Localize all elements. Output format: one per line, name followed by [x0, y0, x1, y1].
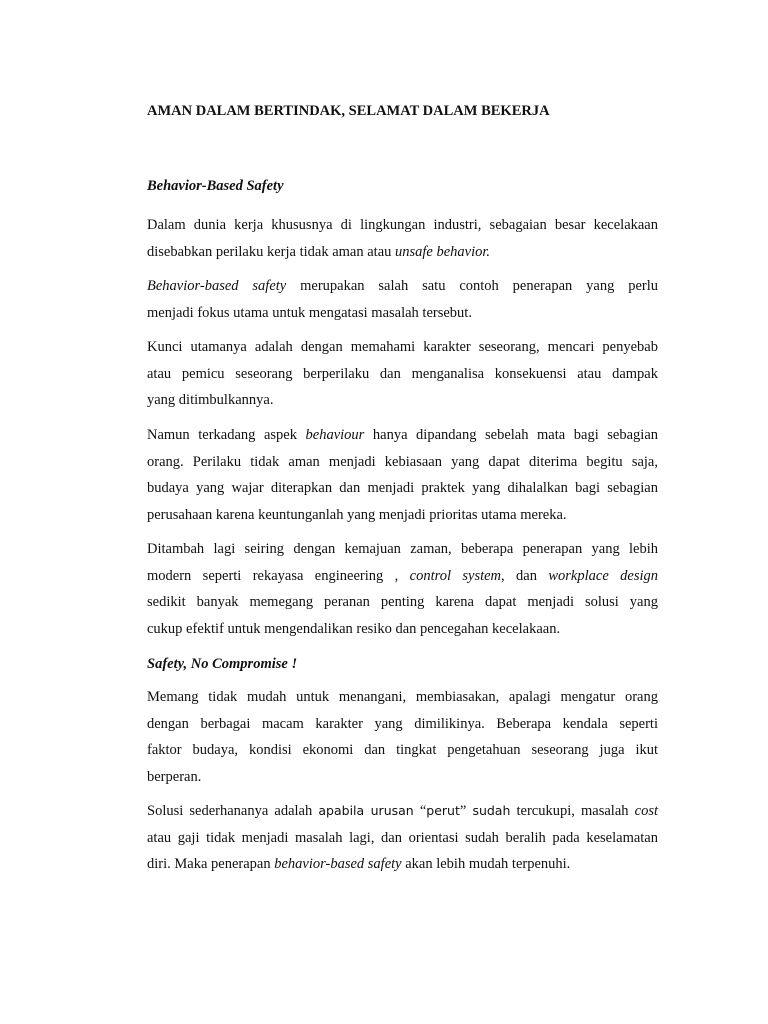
paragraph-line	[147, 422, 658, 449]
paragraph-line: yang ditimbulkannya.	[147, 392, 274, 408]
emphasis-text: cost	[634, 803, 658, 819]
paragraph-line: sedikit banyak memegang peranan penting karena dapat menjadi solusi yang	[147, 594, 658, 610]
emphasis-text: behavior-based safety	[274, 856, 402, 872]
text-span: ”	[459, 803, 473, 819]
paragraph-7	[147, 798, 658, 878]
section-heading-safety-no-compromise: Safety, No Compromise !	[147, 656, 298, 672]
text-span: sudah	[472, 803, 511, 818]
paragraph-4	[147, 422, 658, 528]
text-span: modern seperti rekayasa engineering ,	[147, 567, 410, 584]
emphasis-text: Behavior-based safety	[147, 278, 287, 294]
text-span: hanya dipandang sebelah mata bagi sebagian	[364, 427, 659, 443]
paragraph-line: orang. Perilaku tidak aman menjadi kebiasaan yang dapat diterima begitu saja,	[147, 453, 658, 470]
paragraph-line: menjadi fokus utama untuk mengatasi masalah tersebut.	[147, 304, 472, 321]
emphasis-text: unsafe behavior.	[395, 243, 491, 260]
text-span: Namun terkadang aspek	[147, 427, 306, 443]
paragraph-2	[147, 273, 658, 326]
text-span: disebabkan perilaku kerja tidak aman atau	[147, 243, 396, 260]
text-span: , dan	[501, 567, 549, 584]
emphasis-text: workplace design	[548, 567, 658, 584]
paragraph-line: Ditambah lagi seiring dengan kemajuan zaman, beberapa penerapan yang lebih	[147, 541, 658, 557]
paragraph-line: faktor budaya, kondisi ekonomi dan tingkat pengetahuan seseorang juga ikut	[147, 742, 658, 758]
paragraph-line	[147, 851, 658, 878]
paragraph-line: perusahaan karena keuntunganlah yang menjadi prioritas utama mereka.	[147, 506, 567, 523]
paragraph-line: berperan.	[147, 768, 202, 785]
paragraph-line	[147, 563, 658, 590]
emphasis-text: behaviour	[305, 427, 365, 443]
paragraph-line: Memang tidak mudah untuk menangani, membiasakan, apalagi mengatur orang	[147, 689, 658, 705]
text-span: perut	[426, 803, 460, 818]
paragraph-line	[147, 273, 658, 300]
text-span: apabila urusan	[318, 803, 414, 818]
paragraph-line: dengan berbagai macam karakter yang dimilikinya. Beberapa kendala seperti	[147, 715, 658, 732]
paragraph-line: budaya yang wajar diterapkan dan menjadi praktek yang dihalalkan bagi sebagian	[147, 480, 658, 496]
paragraph-1	[147, 212, 658, 265]
text-span: diri. Maka penerapan	[147, 856, 275, 872]
paragraph-line	[147, 798, 658, 825]
text-span: Solusi sederhananya adalah	[147, 803, 319, 819]
paragraph-5	[147, 536, 658, 642]
paragraph-3	[147, 334, 658, 414]
paragraph-line: atau pemicu seseorang berperilaku dan menganalisa konsekuensi atau dampak	[147, 365, 658, 382]
document-title: AMAN DALAM BERTINDAK, SELAMAT DALAM BEKERJA	[147, 103, 550, 119]
section-heading-behavior-based-safety: Behavior-Based Safety	[147, 178, 284, 194]
paragraph-line: cukup efektif untuk mengendalikan resiko dan pencegahan kecelakaan.	[147, 620, 561, 637]
paragraph-line	[147, 239, 658, 266]
text-span: “	[413, 803, 427, 819]
text-span: tercukupi, masalah	[510, 803, 635, 819]
text-span: merupakan salah satu contoh penerapan yang perlu	[286, 278, 658, 294]
paragraph-6	[147, 684, 658, 790]
paragraph-line: Dalam dunia kerja khususnya di lingkungan industri, sebagaian besar kecelakaan	[147, 217, 658, 233]
emphasis-text: control system	[409, 567, 502, 584]
paragraph-line: Kunci utamanya adalah dengan memahami karakter seseorang, mencari penyebab	[147, 339, 658, 355]
paragraph-line: atau gaji tidak menjadi masalah lagi, dan orientasi sudah beralih pada keselamatan	[147, 829, 658, 846]
text-span: akan lebih mudah terpenuhi.	[401, 856, 571, 872]
